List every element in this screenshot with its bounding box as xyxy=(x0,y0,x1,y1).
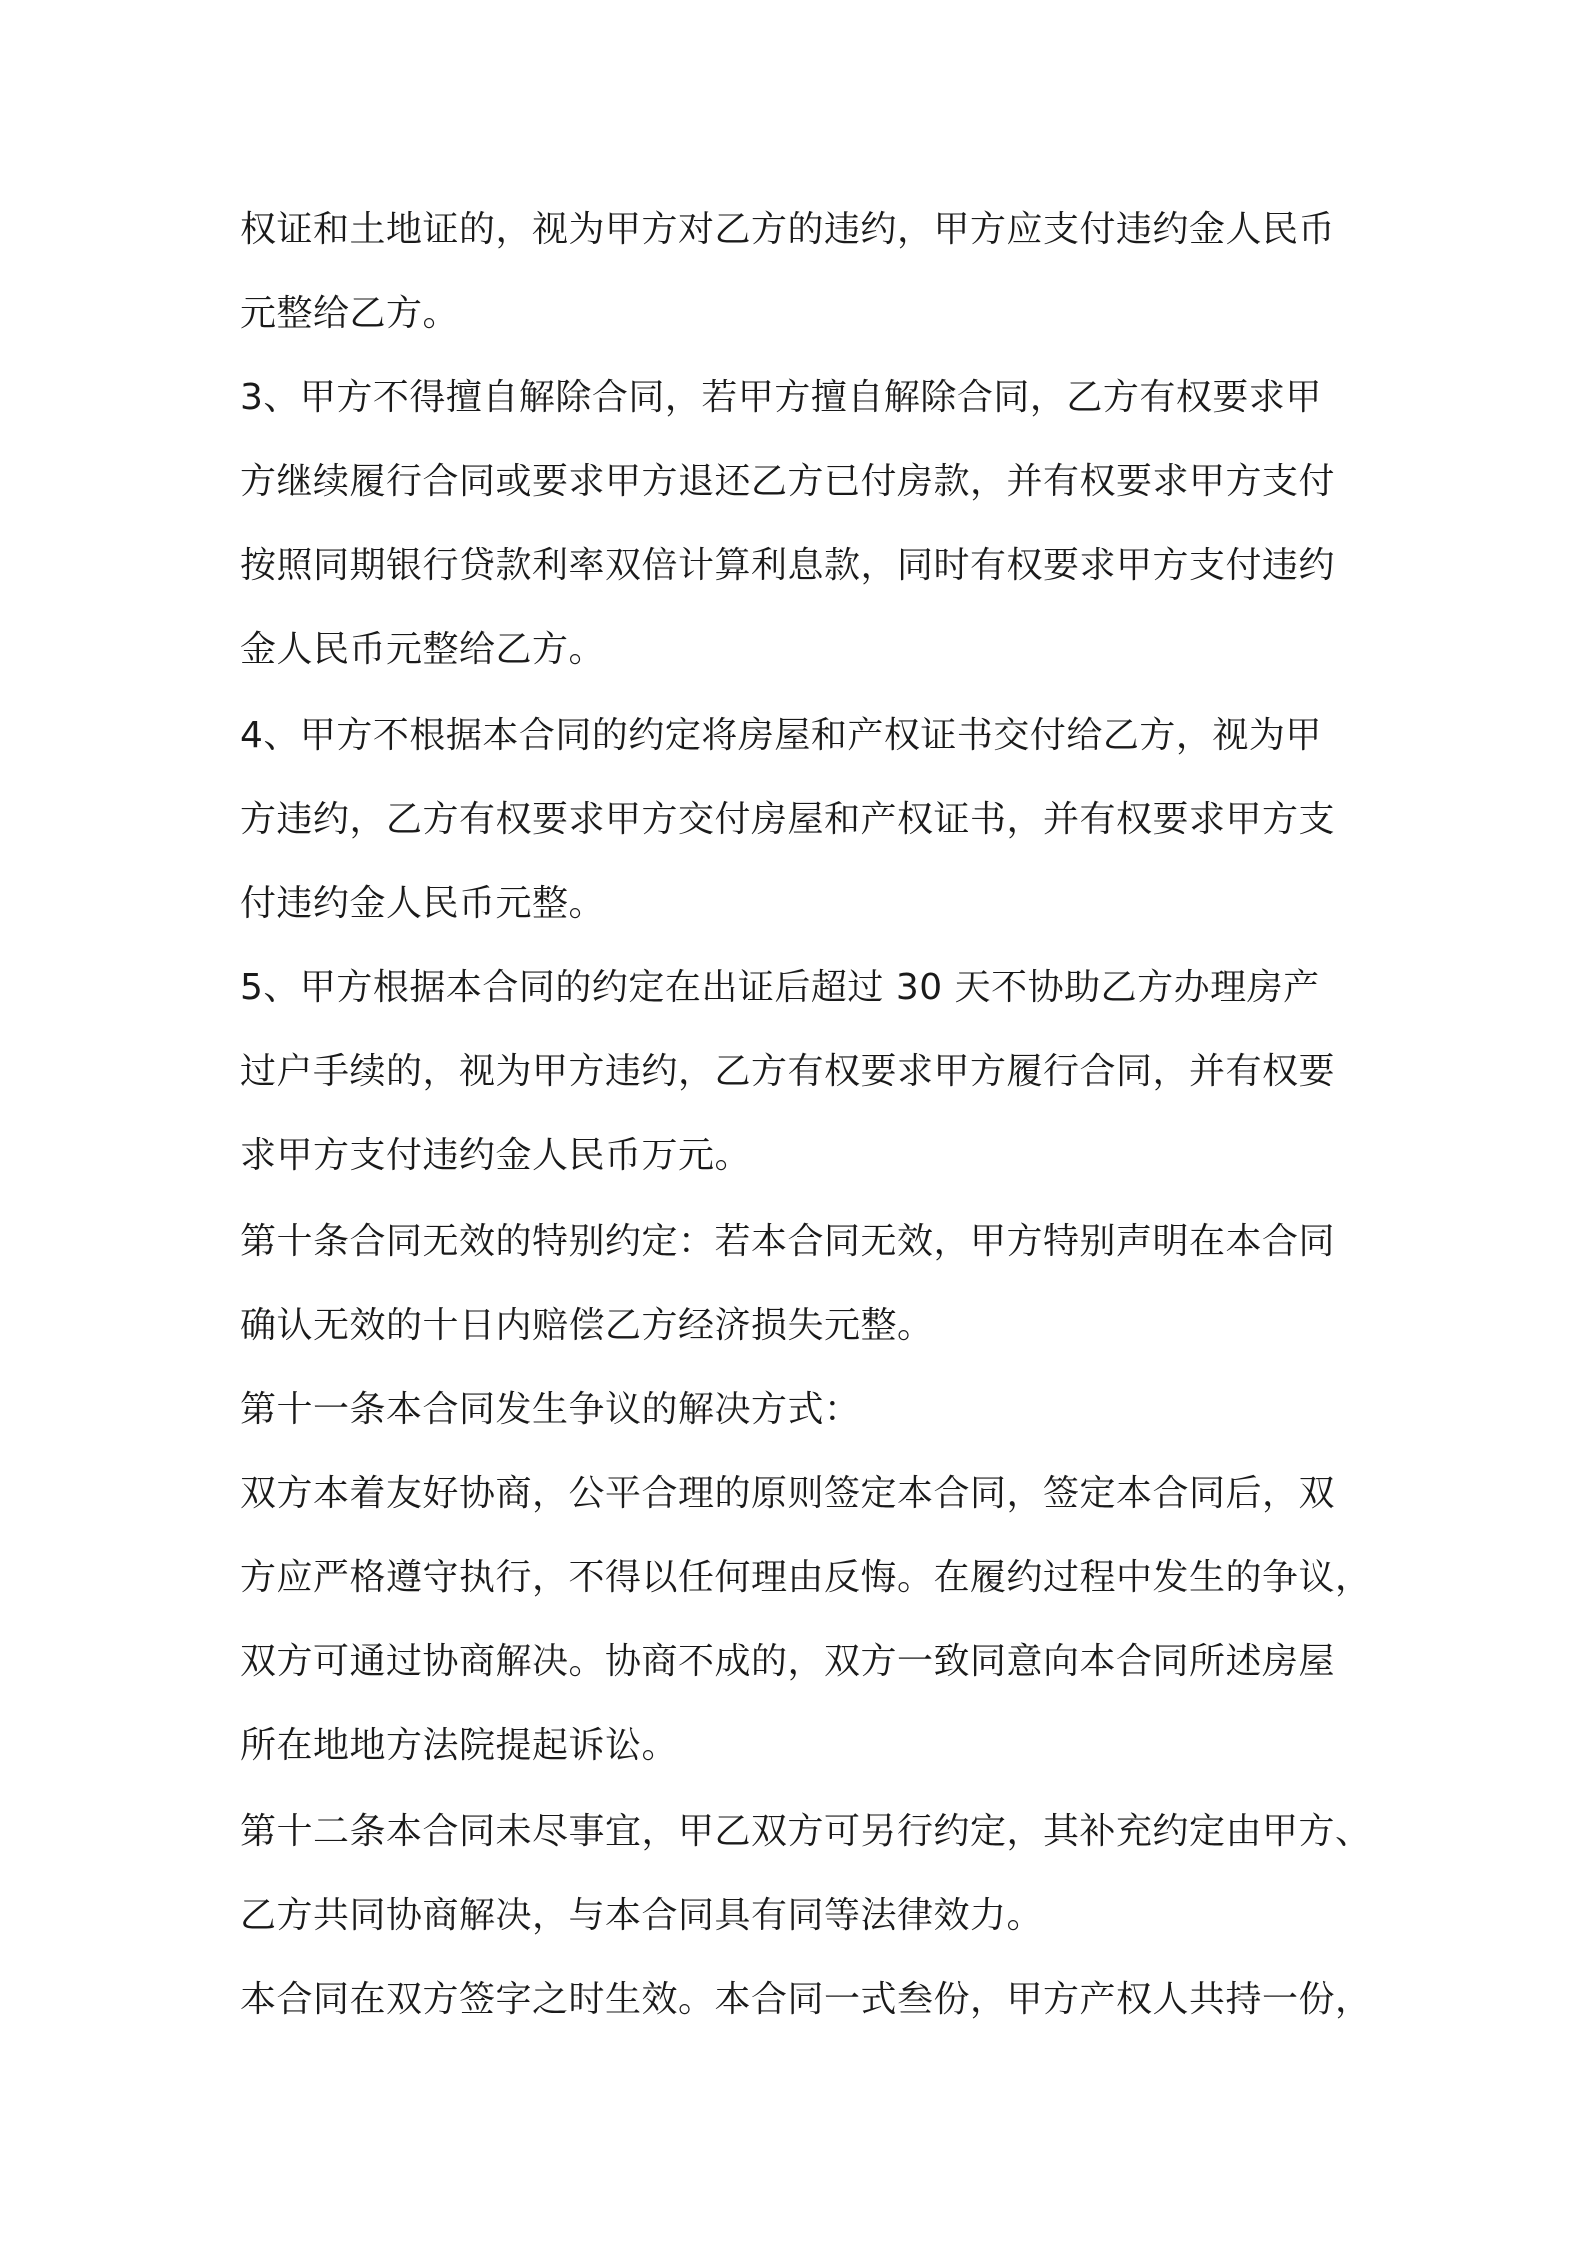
text-line: 确认无效的十日内赔偿乙方经济损失元整。 xyxy=(240,1305,934,1346)
text-line: 4、甲方不根据本合同的约定将房屋和产权证书交付给乙方，视为甲 xyxy=(240,715,1322,756)
text-line: 方违约，乙方有权要求甲方交付房屋和产权证书，并有权要求甲方支 xyxy=(240,799,1336,840)
text-line: 双方可通过协商解决。协商不成的，双方一致同意向本合同所述房屋 xyxy=(240,1641,1336,1682)
text-line: 第十二条本合同未尽事宜，甲乙双方可另行约定，其补充约定由甲方、 xyxy=(240,1811,1372,1852)
text-line: 金人民币元整给乙方。 xyxy=(240,629,606,670)
text-line: 过户手续的，视为甲方违约，乙方有权要求甲方履行合同，并有权要 xyxy=(240,1051,1336,1092)
text-line: 双方本着友好协商，公平合理的原则签定本合同，签定本合同后，双 xyxy=(240,1473,1336,1514)
text-line: 所在地地方法院提起诉讼。 xyxy=(240,1725,679,1766)
text-line: 3、甲方不得擅自解除合同，若甲方擅自解除合同，乙方有权要求甲 xyxy=(240,377,1322,418)
text-line: 方应严格遵守执行，不得以任何理由反悔。在履约过程中发生的争议， xyxy=(240,1557,1372,1598)
text-line: 第十条合同无效的特别约定：若本合同无效，甲方特别声明在本合同 xyxy=(240,1221,1336,1262)
text-line: 5、甲方根据本合同的约定在出证后超过 30 天不协助乙方办理房产 xyxy=(240,967,1320,1008)
text-line: 乙方共同协商解决，与本合同具有同等法律效力。 xyxy=(240,1895,1044,1936)
text-line: 第十一条本合同发生争议的解决方式： xyxy=(240,1389,861,1430)
text-line: 方继续履行合同或要求甲方退还乙方已付房款，并有权要求甲方支付 xyxy=(240,461,1336,502)
text-line: 元整给乙方。 xyxy=(240,293,460,334)
text-line: 按照同期银行贷款利率双倍计算利息款，同时有权要求甲方支付违约 xyxy=(240,545,1336,586)
text-line: 本合同在双方签字之时生效。本合同一式叁份，甲方产权人共持一份， xyxy=(240,1979,1372,2020)
text-line: 付违约金人民币元整。 xyxy=(240,883,606,924)
text-line: 求甲方支付违约金人民币万元。 xyxy=(240,1135,752,1176)
text-line: 权证和土地证的，视为甲方对乙方的违约，甲方应支付违约金人民币 xyxy=(240,209,1336,250)
